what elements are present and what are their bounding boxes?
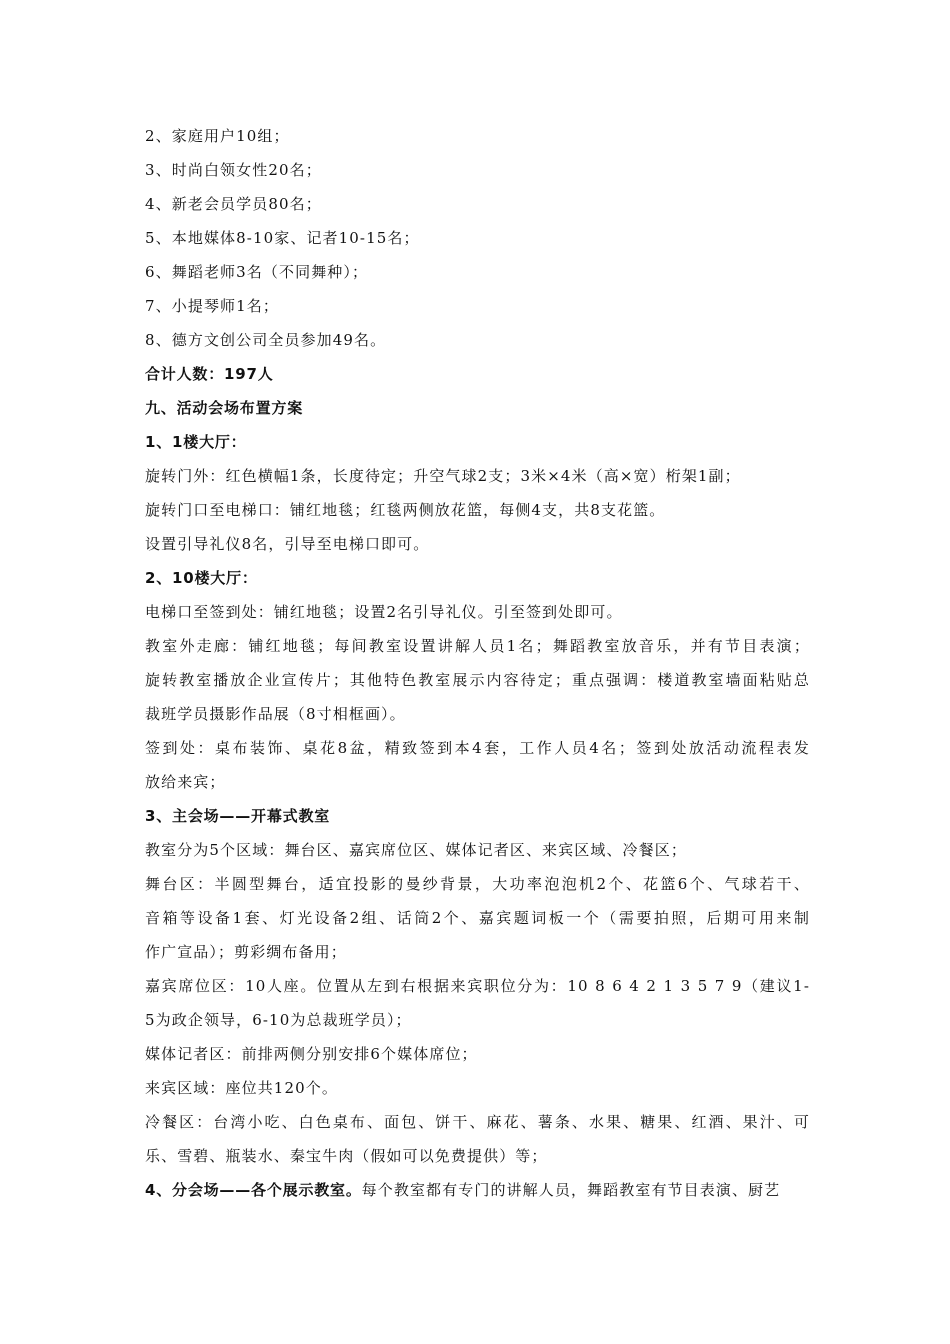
paragraph-stage-cont: 音箱等设备1套、灯光设备2组、话筒2个、嘉宾题词板一个（需要拍照，后期可用来制	[145, 909, 810, 927]
paragraph-buffet-end: 乐、雪碧、瓶装水、秦宝牛肉（假如可以免费提供）等；	[145, 1147, 548, 1165]
paragraph-corridor: 教室外走廊：铺红地毯；每间教室设置讲解人员1名；舞蹈教室放音乐，并有节目表演；	[145, 637, 810, 655]
paragraph-buffet: 冷餐区：台湾小吃、白色桌布、面包、饼干、麻花、薯条、水果、糖果、红酒、果汁、可	[145, 1113, 810, 1131]
section-heading-venue: 九、活动会场布置方案	[145, 399, 304, 417]
paragraph-guest-seats-end: 5为政企领导，6-10为总裁班学员）；	[145, 1011, 412, 1029]
paragraph-zones: 教室分为5个区域：舞台区、嘉宾席位区、媒体记者区、来宾区域、冷餐区；	[145, 841, 687, 859]
list-item-white-collar: 3、时尚白领女性20名；	[145, 161, 322, 179]
paragraph-sub-venues-text: 每个教室都有专门的讲解人员，舞蹈教室有节目表演、厨艺	[361, 1181, 781, 1199]
list-item-family-users: 2、家庭用户10组；	[145, 127, 290, 145]
subheading-10f-lobby: 2、10楼大厅：	[145, 569, 258, 587]
list-item-media: 5、本地媒体8-10家、记者10-15名；	[145, 229, 420, 247]
subheading-sub-venues: 4、分会场——各个展示教室。	[145, 1181, 362, 1199]
subheading-1f-lobby: 1、1楼大厅：	[145, 433, 247, 451]
paragraph-elevator-to-signin: 电梯口至签到处：铺红地毯；设置2名引导礼仪。引至签到处即可。	[145, 603, 623, 621]
paragraph-stage-end: 作广宣品）；剪彩绸布备用；	[145, 943, 347, 961]
paragraph-door-to-elevator: 旋转门口至电梯口：铺红地毯；红毯两侧放花篮，每侧4支，共8支花篮。	[145, 501, 666, 519]
paragraph-ushers: 设置引导礼仪8名，引导至电梯口即可。	[145, 535, 430, 553]
list-item-violinist: 7、小提琴师1名；	[145, 297, 279, 315]
total-count: 合计人数：197人	[145, 365, 274, 383]
paragraph-media-area: 媒体记者区：前排两侧分别安排6个媒体席位；	[145, 1045, 478, 1063]
paragraph-revolving-door: 旋转门外：红色横幅1条，长度待定；升空气球2支；3米×4米（高×宽）桁架1副；	[145, 467, 741, 485]
paragraph-stage: 舞台区：半圆型舞台，适宜投影的曼纱背景，大功率泡泡机2个、花篮6个、气球若干、	[145, 875, 810, 893]
paragraph-guest-seats: 嘉宾席位区：10人座。位置从左到右根据来宾职位分为：10 8 6 4 2 1 3 5 7 9（建议1-	[145, 977, 810, 995]
list-item-company-staff: 8、德方文创公司全员参加49名。	[145, 331, 387, 349]
paragraph-sub-venues	[145, 1180, 810, 1200]
paragraph-signin: 签到处：桌布装饰、桌花8盆，精致签到本4套，工作人员4名；签到处放活动流程表发	[145, 739, 810, 757]
list-item-dance-teachers: 6、舞蹈老师3名（不同舞种）；	[145, 263, 369, 281]
list-item-members: 4、新老会员学员80名；	[145, 195, 322, 213]
paragraph-signin-end: 放给来宾；	[145, 773, 226, 791]
paragraph-corridor-cont: 旋转教室播放企业宣传片；其他特色教室展示内容待定；重点强调：楼道教室墙面粘贴总	[145, 671, 810, 689]
paragraph-guest-area: 来宾区域：座位共120个。	[145, 1079, 338, 1097]
paragraph-corridor-end: 裁班学员摄影作品展（8寸相框画）。	[145, 705, 406, 723]
subheading-main-venue: 3、主会场——开幕式教室	[145, 807, 331, 825]
